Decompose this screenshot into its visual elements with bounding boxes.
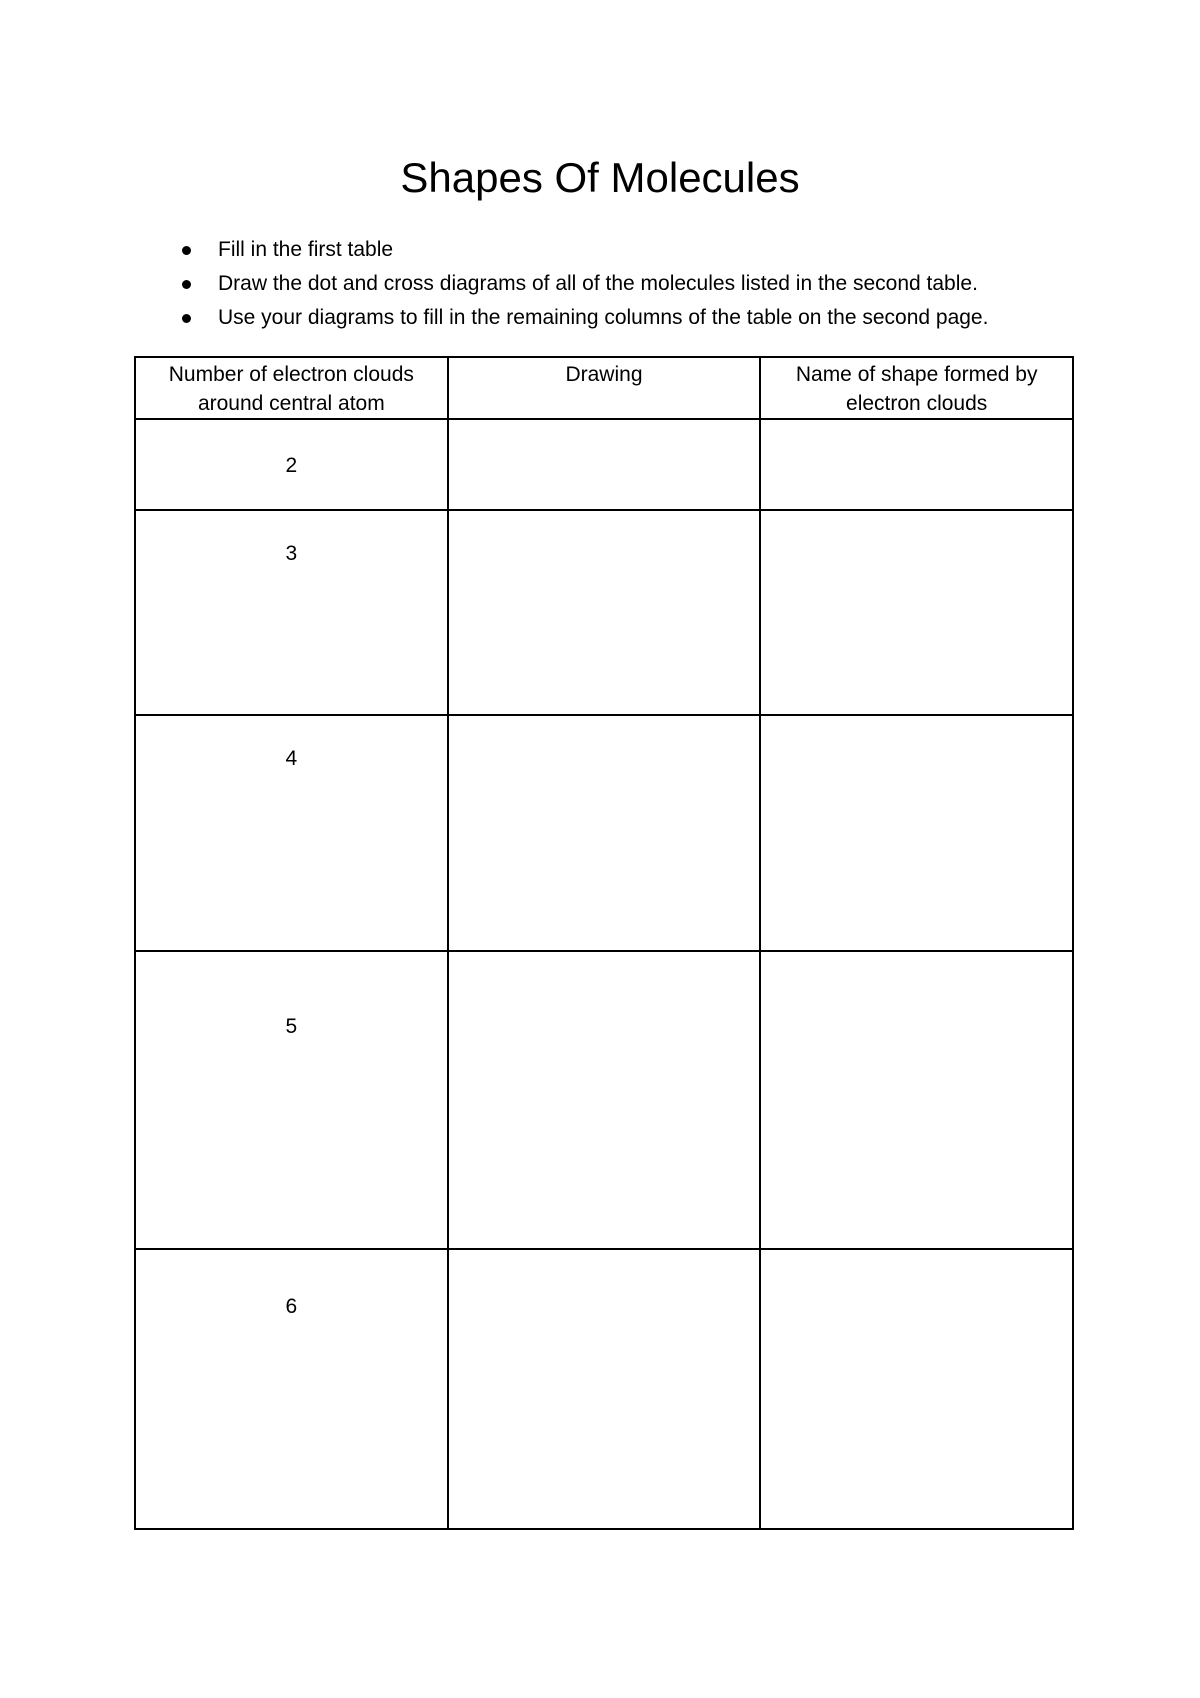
electron-clouds-cell: 3 — [135, 510, 448, 715]
drawing-cell[interactable] — [448, 419, 761, 510]
shape-name-cell[interactable] — [760, 951, 1073, 1249]
electron-clouds-cell: 6 — [135, 1249, 448, 1529]
header-shape-name: Name of shape formed by electron clouds — [760, 357, 1073, 419]
header-drawing: Drawing — [448, 357, 761, 419]
shape-name-cell[interactable] — [760, 419, 1073, 510]
instruction-text: Fill in the first table — [218, 238, 394, 261]
table-header-row — [135, 357, 1073, 419]
instruction-item — [180, 267, 988, 301]
drawing-cell[interactable] — [448, 715, 761, 951]
table-row — [135, 1249, 1073, 1529]
electron-clouds-cell: 2 — [135, 419, 448, 510]
shape-name-cell[interactable] — [760, 1249, 1073, 1529]
instruction-text: Use your diagrams to fill in the remaining columns of the table on the second page. — [218, 306, 989, 329]
table-row — [135, 419, 1073, 510]
drawing-cell[interactable] — [448, 951, 761, 1249]
instruction-text: Draw the dot and cross diagrams of all of the molecules listed in the second table. — [218, 272, 978, 295]
bullet-icon — [182, 280, 191, 289]
bullet-icon — [182, 246, 191, 255]
table-row — [135, 951, 1073, 1249]
drawing-cell[interactable] — [448, 510, 761, 715]
instruction-item — [180, 233, 988, 267]
electron-clouds-cell: 4 — [135, 715, 448, 951]
electron-clouds-table — [134, 356, 1074, 1530]
instructions-list — [180, 233, 988, 335]
header-electron-clouds: Number of electron clouds around central atom — [135, 357, 448, 419]
drawing-cell[interactable] — [448, 1249, 761, 1529]
electron-clouds-cell: 5 — [135, 951, 448, 1249]
page-title: Shapes Of Molecules — [400, 154, 800, 201]
instruction-item — [180, 301, 988, 335]
table-row — [135, 510, 1073, 715]
table-row — [135, 715, 1073, 951]
shape-name-cell[interactable] — [760, 715, 1073, 951]
shape-name-cell[interactable] — [760, 510, 1073, 715]
bullet-icon — [182, 314, 191, 323]
